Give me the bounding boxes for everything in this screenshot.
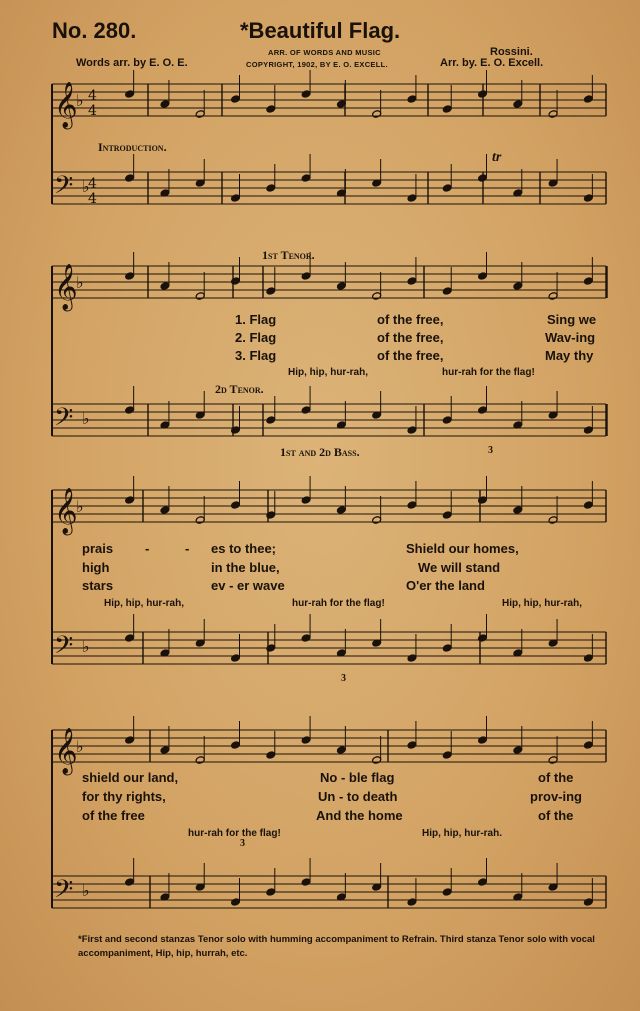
treble-clef-icon: 𝄞 [54,728,78,774]
note-head [548,110,558,119]
note-head [195,516,205,525]
lyric-v2-c: We will stand [418,560,501,575]
note-head [407,898,417,907]
lyric-v2-a: 2. Flag [235,330,277,345]
hymn-number: No. 280. [52,18,137,43]
flat-icon: ♭ [82,637,90,656]
note-head [548,516,558,525]
lyric-v3-c: of the [538,808,574,823]
note-head [513,746,523,755]
second-tenor-label: 2d Tenor. [215,382,264,396]
hip-hurrah-text: hur-rah for the flag! [188,828,281,839]
note-head [160,100,170,109]
footnote: *First and second stanzas Tenor solo with humming accompaniment to Refrain. Third stanza Tenor solo with vocal accompaniment, Hip, hip, hurrah, etc. [78,934,595,959]
flat-icon: ♭ [76,497,84,516]
note-head [583,501,593,510]
lyric-v1-b: No - ble flag [320,770,395,785]
note-head [513,100,523,109]
note-head [583,194,593,203]
bass-clef-icon: 𝄢 [54,403,74,438]
lyric-v3-a: 3. Flag [235,348,277,363]
hip-hurrah-text: Hip, hip, hur-rah, [502,598,582,609]
note-head [301,736,311,745]
note-head [442,105,452,114]
composer-credit: Rossini. [490,46,533,58]
lyric-v1-a: prais [82,541,114,556]
bass-clef-icon: 𝄢 [54,875,74,910]
note-head [336,506,346,515]
bass-clef-icon: 𝄢 [54,631,74,666]
hip-hurrah-text: Hip, hip, hur-rah. [422,828,502,839]
note-head [548,292,558,301]
note-head [442,511,452,520]
note-head [266,416,276,425]
note-head [266,751,276,760]
lyric-v3-c: O'er the land [406,578,485,593]
note-head [125,736,135,745]
note-head [407,501,417,510]
note-head [548,756,558,765]
lyric-v1-c: Sing we [547,312,597,327]
lyric-v1-hyphen: - [185,541,190,556]
lyric-v2-b: in the blue, [211,560,280,575]
time-signature: 4 [88,176,97,192]
flat-icon: ♭ [76,91,84,110]
note-head [301,272,311,281]
note-head [301,634,311,643]
note-head [583,426,593,435]
note-head [407,95,417,104]
note-head [442,184,452,193]
note-head [478,272,488,281]
note-head [301,496,311,505]
note-head [372,756,382,765]
lyric-v2-b: Un - to death [318,789,398,804]
lyric-v1-a: 1. Flag [235,312,277,327]
copyright-note: COPYRIGHT, 1902, BY E. O. EXCELL. [246,60,388,69]
music-arranger-credit: Arr. by. E. O. Excell. [440,57,544,69]
lyric-v2-a: high [82,560,110,575]
note-head [125,634,135,643]
bass-clef-icon: 𝄢 [54,171,74,206]
note-head [442,287,452,296]
hip-hurrah-text: Hip, hip, hur-rah, [104,598,184,609]
lyric-v1-c: Shield our homes, [406,541,519,556]
note-head [301,174,311,183]
flat-icon: ♭ [76,737,84,756]
triplet-mark: 3 [488,445,493,456]
flat-icon: ♭ [82,177,90,196]
arrangement-note: ARR. OF WORDS AND MUSIC [268,48,381,57]
note-head [231,277,241,286]
lyric-v3-b: of the free, [377,348,444,363]
note-head [125,90,135,99]
hip-hurrah-text: hur-rah for the flag! [292,598,385,609]
lyric-v3-b: And the home [316,808,403,823]
words-credit: Words arr. by E. O. E. [76,57,188,69]
note-head [125,496,135,505]
note-head [336,746,346,755]
note-head [195,110,205,119]
note-head [266,105,276,114]
note-head [478,878,488,887]
note-head [160,506,170,515]
lyric-v3-a: stars [82,578,114,593]
trill-mark: tr [492,150,502,165]
note-head [478,496,488,505]
note-head [407,277,417,286]
flat-icon: ♭ [82,409,90,428]
time-signature: 4 [88,103,97,119]
flat-icon: ♭ [76,273,84,292]
lyric-v3-b: ev - er wave [211,578,285,593]
note-head [231,898,241,907]
note-head [266,287,276,296]
note-head [231,426,241,435]
note-head [407,426,417,435]
bass-label: 1st and 2d Bass. [280,445,360,459]
note-head [266,184,276,193]
note-head [195,292,205,301]
note-head [301,406,311,415]
triplet-mark: 3 [240,838,245,849]
lyric-v3-c: May thy [545,348,594,363]
note-head [231,741,241,750]
lyric-v1-hyphen: - [145,541,150,556]
note-head [372,110,382,119]
note-head [231,95,241,104]
lyric-v1-b: of the free, [377,312,444,327]
lyric-v2-a: for thy rights, [82,789,166,804]
treble-clef-icon: 𝄞 [54,264,78,310]
note-head [478,174,488,183]
lyric-v1-b: es to thee; [211,541,277,556]
note-head [583,277,593,286]
note-head [160,282,170,291]
note-head [407,194,417,203]
note-head [231,654,241,663]
lyric-v2-b: of the free, [377,330,444,345]
note-head [583,654,593,663]
note-head [160,746,170,755]
lyric-v2-c: Wav-ing [545,330,596,345]
note-head [442,644,452,653]
note-head [478,736,488,745]
note-head [407,654,417,663]
introduction-label: Introduction. [98,140,167,154]
note-head [301,90,311,99]
note-head [125,272,135,281]
hip-hurrah-text: Hip, hip, hur-rah, [288,367,368,378]
triplet-mark: 3 [341,673,346,684]
lyric-v1-a: shield our land, [82,770,179,785]
hymn-title: *Beautiful Flag. [240,18,401,43]
note-head [195,756,205,765]
note-head [301,878,311,887]
note-head [442,751,452,760]
note-head [442,888,452,897]
note-head [266,888,276,897]
note-head [583,898,593,907]
time-signature: 4 [88,88,97,104]
first-tenor-label: 1st Tenor. [262,248,315,262]
lyric-v1-c: of the [538,770,574,785]
note-head [231,194,241,203]
note-head [583,95,593,104]
note-head [513,282,523,291]
note-head [407,741,417,750]
treble-clef-icon: 𝄞 [54,488,78,534]
note-head [125,878,135,887]
note-head [478,406,488,415]
flat-icon: ♭ [82,881,90,900]
note-head [125,406,135,415]
note-head [442,416,452,425]
note-head [513,506,523,515]
note-head [372,292,382,301]
lyric-v3-a: of the free [82,808,145,823]
note-head [478,90,488,99]
note-head [231,501,241,510]
hip-hurrah-text: hur-rah for the flag! [442,367,535,378]
time-signature: 4 [88,191,97,207]
note-head [372,516,382,525]
note-head [583,741,593,750]
note-head [336,282,346,291]
note-head [125,174,135,183]
note-head [478,634,488,643]
treble-clef-icon: 𝄞 [54,82,78,128]
lyric-v2-c: prov-ing [530,789,582,804]
